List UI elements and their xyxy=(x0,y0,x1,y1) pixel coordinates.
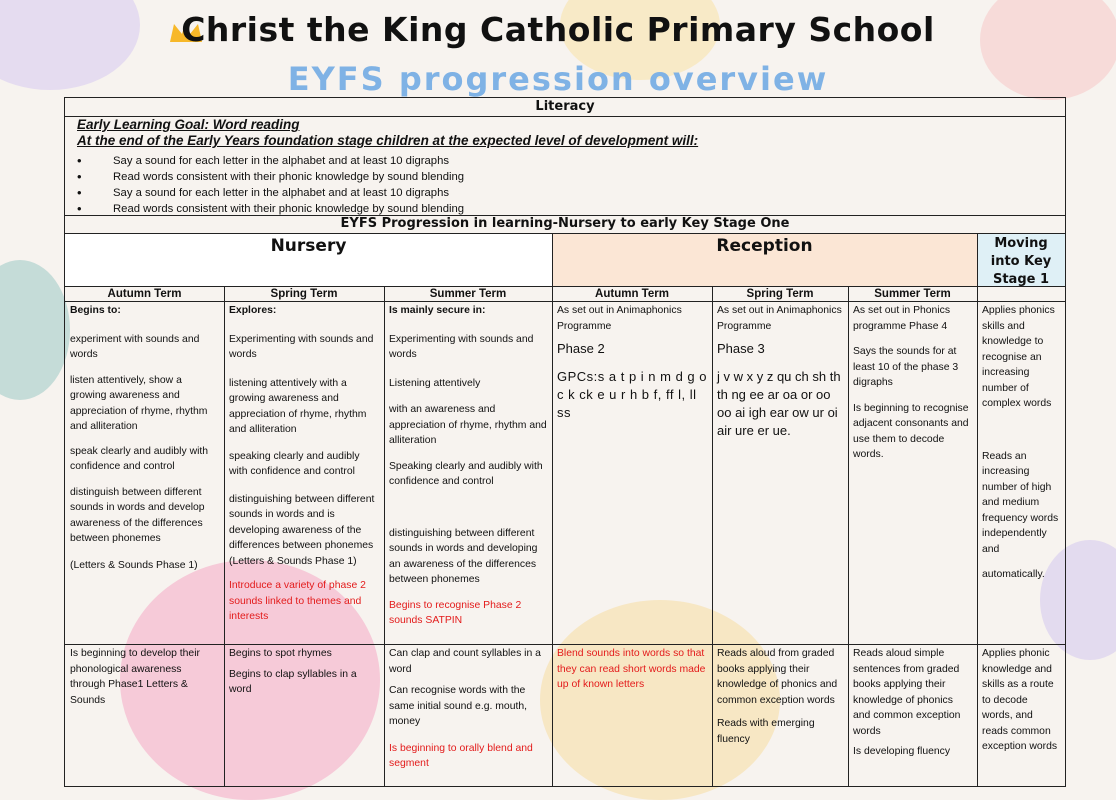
cell-text: with an awareness and appreciation of rhyme, rhythm and alliteration xyxy=(389,404,547,446)
stage-reception: Reception xyxy=(552,234,977,286)
cell-reception-summer-2 xyxy=(848,644,977,786)
cell-text: Is mainly secure in: xyxy=(389,305,486,316)
cell-text: Is beginning to recognise adjacent consonants and use them to decode words. xyxy=(853,402,969,460)
cell-text: Applies phonics skills and knowledge to recognise an increasing number of complex words xyxy=(982,305,1055,409)
cell-nursery-autumn-2 xyxy=(65,644,224,786)
stage-nursery: Nursery xyxy=(65,234,552,286)
progression-table xyxy=(64,97,1066,787)
cell-reception-autumn-2 xyxy=(552,644,712,786)
goal-heading xyxy=(77,117,698,148)
cell-text: Is beginning to orally blend and segment xyxy=(389,742,533,769)
cell-text: Begins to recognise Phase 2 sounds SATPIN xyxy=(389,599,522,626)
term-nursery-autumn: Autumn Term xyxy=(107,288,182,300)
cell-text: Phase 2 xyxy=(557,341,605,356)
goal-list xyxy=(75,153,464,217)
cell-text: Reads with emerging fluency xyxy=(717,718,815,745)
list-item: • Read words consistent with their phonic knowledge by sound blending xyxy=(75,169,464,185)
cell-text: As set out in Animaphonics Programme xyxy=(717,305,842,332)
cell-text: Is developing fluency xyxy=(853,746,951,757)
cell-text: Is beginning to develop their phonological awareness through Phase1 Letters & Sounds xyxy=(70,648,200,706)
cell-text: As set out in Animaphonics Programme xyxy=(557,305,682,332)
cell-nursery-summer-2 xyxy=(384,644,552,786)
progression-title: EYFS Progression in learning-Nursery to early Key Stage One xyxy=(340,216,790,231)
term-nursery-summer: Summer Term xyxy=(429,288,507,300)
term-reception-summer: Summer Term xyxy=(874,288,951,300)
cell-text: j v w x y z qu ch sh th th ng ee ar oa or oo oo ai igh ear ow ur oi air ure er ue. xyxy=(717,369,841,438)
cell-nursery-autumn xyxy=(65,301,224,646)
cell-text: Reads aloud from graded books applying their knowledge of phonics and common exception words xyxy=(717,648,838,706)
cell-text: Listening attentively xyxy=(389,377,481,389)
term-reception-spring: Spring Term xyxy=(746,288,814,300)
cell-text: listen attentively, show a growing awareness and appreciation of rhyme, rhythm and alliteration xyxy=(70,374,208,432)
term-reception-autumn: Autumn Term xyxy=(595,288,669,300)
list-item: • Say a sound for each letter in the alphabet and at least 10 digraphs xyxy=(75,153,464,169)
cell-text: Phase 3 xyxy=(717,341,765,356)
cell-text: Begins to: xyxy=(70,305,121,316)
cell-text: As set out in Phonics programme Phase 4 xyxy=(853,305,951,332)
cell-text: Explores: xyxy=(229,305,277,316)
term-nursery-spring: Spring Term xyxy=(270,288,338,300)
goal-title: Early Learning Goal: Word reading xyxy=(77,117,300,132)
cell-text: distinguish between different sounds in words and develop awareness of the differences between phonemes xyxy=(70,486,205,544)
cell-moving-2 xyxy=(977,644,1065,786)
list-item: • Read words consistent with their phonic knowledge by sound blending xyxy=(75,201,464,217)
cell-nursery-summer xyxy=(384,301,552,646)
list-item: • Say a sound for each letter in the alphabet and at least 10 digraphs xyxy=(75,185,464,201)
section-title: Literacy xyxy=(535,99,595,114)
cell-text: Can recognise words with the same initial sound e.g. mouth, money xyxy=(389,685,528,727)
decor-blob xyxy=(0,260,70,400)
cell-text: Experimenting with sounds and words xyxy=(229,333,374,360)
page-subtitle: EYFS progression overview xyxy=(287,60,829,98)
cell-text: Reads aloud simple sentences from graded books applying their knowledge of phonics and common exception words xyxy=(853,648,961,737)
cell-nursery-spring-2 xyxy=(224,644,384,786)
cell-text: Speaking clearly and audibly with confidence and control xyxy=(389,460,543,487)
cell-reception-spring-2 xyxy=(712,644,848,786)
cell-text: GPCs:s a t p i n m d g o c k ck e u r h b f, ff l, ll ss xyxy=(557,369,707,420)
cell-text: Reads an increasing number of high and medium frequency words independently and xyxy=(982,450,1059,555)
cell-reception-autumn xyxy=(552,301,712,646)
cell-text: Begins to spot rhymes xyxy=(229,648,332,659)
cell-text: Begins to clap syllables in a word xyxy=(229,668,357,695)
cell-reception-spring xyxy=(712,301,848,646)
cell-nursery-spring xyxy=(224,301,384,646)
cell-text: experiment with sounds and words xyxy=(70,333,200,360)
cell-text: Applies phonic knowledge and skills as a route to decode words, and reads common exception words xyxy=(982,648,1058,752)
cell-text: distinguishing between different sounds in words and is developing awareness of the differences between phonemes (Letters & Sounds Phase 1) xyxy=(229,493,375,567)
cell-text: automatically. xyxy=(982,569,1045,580)
cell-moving-1 xyxy=(977,301,1065,646)
cell-text: speak clearly and audibly with confidence and control xyxy=(70,445,209,472)
cell-text: Introduce a variety of phase 2 sounds linked to themes and interests xyxy=(229,580,366,622)
cell-text: Experimenting with sounds and words xyxy=(389,333,534,360)
goal-intro: At the end of the Early Years foundation stage children at the expected level of development will: xyxy=(77,133,699,148)
stage-moving: Moving into Key Stage 1 xyxy=(977,234,1065,286)
cell-text: listening attentively with a growing awareness and appreciation of rhyme, rhythm and alliteration xyxy=(229,377,367,435)
cell-text: Can clap and count syllables in a word xyxy=(389,648,541,675)
cell-text: Says the sounds for at least 10 of the phase 3 digraphs xyxy=(853,346,959,388)
school-title: Christ the King Catholic Primary School xyxy=(181,10,935,49)
cell-text: Blend sounds into words so that they can read short words made up of known letters xyxy=(557,648,706,690)
cell-reception-summer xyxy=(848,301,977,646)
cell-text: speaking clearly and audibly with confidence and control xyxy=(229,450,360,477)
cell-text: (Letters & Sounds Phase 1) xyxy=(70,559,198,571)
cell-text: distinguishing between different sounds in words and developing an awareness of the differences between phonemes xyxy=(389,527,538,585)
